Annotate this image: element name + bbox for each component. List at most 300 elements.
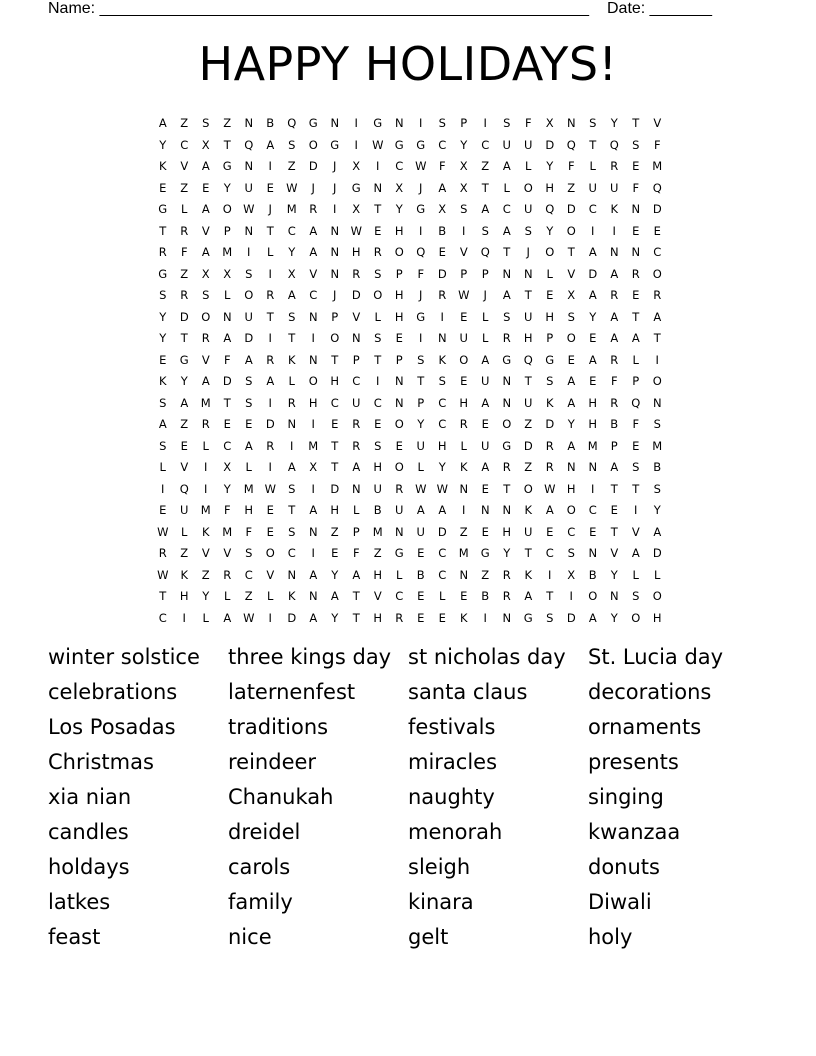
grid-letter: A: [352, 460, 361, 474]
grid-letter: I: [161, 481, 165, 496]
grid-letter: H: [566, 481, 576, 496]
grid-letter: E: [331, 417, 339, 431]
grid-letter: E: [632, 438, 640, 453]
grid-letter: L: [181, 202, 188, 216]
grid-letter: A: [201, 159, 210, 173]
grid-letter: S: [245, 395, 253, 410]
grid-letter: F: [245, 524, 253, 539]
grid-letter: J: [526, 245, 530, 259]
grid-letter: T: [524, 288, 532, 302]
grid-letter: Y: [589, 309, 597, 324]
grid-letter: A: [588, 245, 597, 259]
grid-letter: Y: [180, 374, 188, 388]
grid-letter: N: [373, 180, 383, 195]
grid-letter: K: [158, 374, 167, 388]
grid-letter: K: [524, 567, 533, 582]
grid-letter: L: [288, 374, 295, 388]
grid-letter: Y: [223, 180, 231, 195]
word-bank-item: traditions: [228, 715, 329, 739]
grid-letter: T: [653, 331, 661, 345]
grid-letter: O: [394, 245, 404, 259]
grid-letter: Y: [503, 546, 511, 560]
grid-letter: E: [632, 159, 640, 173]
grid-letter: E: [180, 438, 188, 453]
grid-letter: W: [544, 481, 556, 496]
grid-letter: O: [201, 309, 211, 324]
grid-letter: V: [631, 524, 640, 539]
grid-letter: T: [352, 589, 360, 603]
grid-letter: F: [352, 546, 360, 560]
grid-letter: T: [331, 460, 339, 474]
grid-letter: Z: [567, 180, 576, 195]
grid-letter: W: [415, 159, 427, 173]
grid-letter: C: [502, 202, 511, 216]
grid-letter: S: [524, 223, 532, 238]
grid-letter: T: [524, 374, 532, 388]
grid-letter: E: [481, 524, 489, 539]
grid-letter: A: [481, 352, 490, 367]
grid-letter: N: [459, 567, 469, 582]
grid-letter: C: [158, 610, 167, 625]
grid-letter: E: [438, 610, 446, 625]
grid-letter: S: [245, 546, 253, 560]
grid-letter: Y: [653, 503, 661, 517]
grid-letter: E: [610, 503, 618, 517]
grid-letter: Y: [546, 223, 554, 238]
grid-letter: L: [482, 331, 489, 345]
grid-letter: Y: [202, 589, 210, 603]
grid-letter: O: [566, 503, 576, 517]
grid-letter: I: [204, 481, 208, 496]
grid-letter: S: [632, 460, 640, 474]
grid-letter: R: [545, 460, 554, 474]
grid-letter: G: [158, 202, 168, 216]
grid-letter: A: [588, 352, 597, 367]
grid-letter: X: [201, 137, 210, 152]
grid-letter: T: [223, 395, 231, 410]
grid-letter: S: [288, 137, 296, 152]
grid-letter: N: [308, 352, 318, 367]
grid-letter: E: [632, 288, 640, 302]
grid-letter: I: [591, 223, 595, 238]
grid-letter: S: [653, 417, 661, 431]
grid-letter: N: [502, 610, 512, 625]
grid-letter: T: [546, 589, 554, 603]
word-search-grid: [152, 113, 668, 629]
grid-letter: L: [439, 589, 446, 603]
grid-letter: N: [609, 245, 619, 259]
grid-letter: P: [610, 438, 618, 453]
grid-letter: A: [610, 266, 619, 281]
grid-letter: B: [653, 460, 662, 474]
grid-letter: R: [309, 202, 318, 216]
grid-letter: I: [268, 159, 272, 173]
grid-letter: G: [351, 180, 361, 195]
word-bank-item: family: [228, 890, 293, 914]
grid-letter: H: [394, 309, 404, 324]
grid-letter: V: [201, 352, 210, 367]
grid-letter: E: [159, 180, 167, 195]
word-bank-item: reindeer: [228, 750, 317, 774]
word-bank-item: Chanukah: [228, 785, 334, 809]
grid-letter: A: [201, 202, 210, 216]
grid-letter: V: [201, 223, 210, 238]
grid-letter: C: [395, 589, 404, 603]
grid-letter: M: [200, 503, 211, 517]
grid-letter: N: [437, 331, 447, 345]
grid-letter: N: [588, 460, 598, 474]
header: [48, 0, 712, 18]
grid-letter: I: [354, 116, 358, 130]
grid-letter: A: [287, 288, 296, 302]
grid-letter: P: [481, 266, 489, 281]
grid-row: [152, 457, 668, 479]
grid-letter: D: [351, 288, 361, 302]
word-bank-item: singing: [588, 785, 664, 809]
grid-letter: A: [502, 159, 511, 173]
grid-letter: D: [566, 610, 576, 625]
grid-letter: S: [159, 288, 167, 302]
grid-letter: R: [610, 352, 619, 367]
grid-letter: A: [588, 610, 597, 625]
grid-letter: O: [502, 417, 512, 431]
grid-letter: E: [395, 438, 403, 453]
grid-letter: Z: [524, 460, 533, 474]
grid-letter: E: [417, 610, 425, 625]
grid-letter: N: [502, 395, 512, 410]
grid-letter: F: [180, 245, 188, 259]
grid-letter: N: [394, 524, 404, 539]
grid-letter: P: [223, 223, 231, 238]
name-blank[interactable]: _______________________________________________________: [95, 0, 589, 17]
grid-letter: S: [438, 374, 446, 388]
grid-letter: G: [480, 546, 490, 560]
grid-letter: C: [438, 137, 447, 152]
date-blank[interactable]: _______: [645, 0, 712, 17]
grid-letter: E: [417, 589, 425, 603]
grid-letter: R: [438, 288, 447, 302]
grid-letter: R: [502, 460, 511, 474]
grid-letter: X: [567, 288, 576, 302]
grid-letter: E: [159, 503, 167, 517]
grid-letter: W: [264, 481, 276, 496]
grid-letter: Z: [180, 546, 189, 560]
grid-letter: C: [588, 503, 597, 517]
grid-letter: A: [158, 417, 167, 431]
grid-row: [152, 414, 668, 436]
grid-letter: M: [587, 438, 598, 453]
grid-letter: V: [180, 460, 189, 474]
grid-letter: I: [591, 481, 595, 496]
grid-letter: A: [610, 309, 619, 324]
grid-letter: R: [223, 567, 232, 582]
grid-row: [152, 113, 668, 135]
grid-letter: M: [652, 438, 663, 453]
grid-letter: B: [266, 116, 275, 130]
grid-letter: N: [244, 116, 254, 130]
grid-letter: Y: [417, 417, 425, 431]
word-bank-item: donuts: [588, 855, 660, 879]
grid-letter: I: [419, 116, 423, 130]
grid-letter: Z: [180, 266, 189, 281]
grid-letter: T: [159, 589, 167, 603]
grid-letter: L: [525, 159, 532, 173]
grid-letter: S: [567, 309, 575, 324]
grid-letter: R: [631, 266, 640, 281]
grid-letter: K: [545, 395, 554, 410]
grid-letter: I: [290, 438, 294, 453]
grid-letter: E: [331, 546, 339, 560]
grid-letter: I: [268, 460, 272, 474]
grid-row: [152, 285, 668, 307]
grid-letter: U: [244, 180, 253, 195]
grid-letter: T: [503, 245, 511, 259]
grid-row: [152, 156, 668, 178]
grid-letter: J: [268, 202, 272, 216]
grid-letter: G: [502, 352, 512, 367]
grid-letter: T: [223, 137, 231, 152]
word-bank-item: kwanzaa: [588, 820, 681, 844]
grid-letter: R: [158, 546, 167, 560]
grid-letter: F: [438, 159, 446, 173]
grid-letter: L: [374, 309, 381, 324]
word-bank-item: Los Posadas: [48, 715, 176, 739]
grid-letter: U: [610, 180, 619, 195]
grid-letter: L: [181, 524, 188, 539]
grid-letter: C: [309, 288, 318, 302]
grid-letter: A: [631, 546, 640, 560]
grid-letter: R: [180, 288, 189, 302]
grid-letter: Q: [631, 395, 641, 410]
grid-letter: E: [395, 331, 403, 345]
grid-letter: X: [352, 159, 361, 173]
grid-letter: N: [394, 395, 404, 410]
grid-letter: N: [308, 309, 318, 324]
grid-letter: J: [311, 180, 315, 195]
grid-letter: M: [286, 202, 297, 216]
grid-letter: A: [502, 223, 511, 238]
grid-letter: S: [202, 116, 210, 130]
grid-letter: N: [631, 245, 641, 259]
grid-letter: T: [632, 309, 640, 324]
grid-letter: A: [610, 460, 619, 474]
grid-letter: C: [287, 223, 296, 238]
grid-letter: Z: [481, 159, 490, 173]
grid-letter: O: [330, 331, 340, 345]
grid-letter: S: [653, 481, 661, 496]
grid-row: [152, 307, 668, 329]
grid-letter: A: [567, 438, 576, 453]
grid-letter: J: [333, 159, 337, 173]
grid-letter: N: [330, 266, 340, 281]
word-bank-item: naughty: [408, 785, 495, 809]
grid-letter: J: [419, 288, 423, 302]
grid-letter: F: [417, 266, 425, 281]
grid-letter: I: [333, 202, 337, 216]
grid-letter: R: [395, 610, 404, 625]
grid-letter: T: [352, 610, 360, 625]
grid-letter: N: [566, 460, 576, 474]
grid-letter: L: [482, 309, 489, 324]
grid-letter: H: [394, 223, 404, 238]
grid-letter: S: [288, 524, 296, 539]
grid-letter: I: [440, 309, 444, 324]
grid-letter: C: [287, 546, 296, 560]
grid-letter: A: [266, 374, 275, 388]
grid-letter: C: [545, 546, 554, 560]
grid-letter: V: [352, 309, 361, 324]
grid-letter: E: [653, 223, 661, 238]
grid-letter: W: [157, 524, 169, 539]
grid-letter: N: [588, 546, 598, 560]
grid-letter: Q: [545, 202, 555, 216]
grid-letter: X: [395, 180, 404, 195]
grid-letter: A: [438, 180, 447, 195]
word-bank-item: miracles: [408, 750, 498, 774]
grid-letter: I: [354, 137, 358, 152]
grid-letter: U: [244, 309, 253, 324]
grid-letter: L: [654, 567, 661, 582]
grid-letter: M: [652, 159, 663, 173]
grid-letter: N: [502, 374, 512, 388]
grid-letter: I: [634, 503, 638, 517]
grid-letter: I: [204, 460, 208, 474]
grid-letter: I: [247, 245, 251, 259]
grid-letter: O: [265, 546, 275, 560]
grid-letter: S: [567, 546, 575, 560]
grid-letter: C: [373, 395, 382, 410]
grid-letter: H: [308, 395, 318, 410]
grid-letter: H: [373, 610, 383, 625]
grid-letter: P: [417, 395, 425, 410]
grid-letter: O: [373, 288, 383, 302]
grid-letter: A: [330, 589, 339, 603]
grid-letter: E: [266, 503, 274, 517]
grid-letter: Y: [159, 309, 167, 324]
grid-letter: E: [266, 524, 274, 539]
grid-letter: V: [309, 266, 318, 281]
grid-letter: Z: [180, 116, 189, 130]
grid-letter: O: [523, 481, 533, 496]
grid-letter: E: [589, 524, 597, 539]
grid-letter: F: [653, 137, 661, 152]
grid-letter: M: [222, 524, 233, 539]
grid-letter: H: [437, 438, 447, 453]
grid-letter: L: [460, 438, 467, 453]
grid-letter: Z: [180, 180, 189, 195]
word-bank-item: winter solstice: [48, 645, 200, 669]
grid-letter: C: [567, 524, 576, 539]
grid-row: [152, 586, 668, 608]
grid-letter: A: [223, 610, 232, 625]
grid-letter: I: [376, 159, 380, 173]
grid-letter: N: [652, 395, 662, 410]
grid-letter: T: [266, 223, 274, 238]
grid-letter: L: [224, 288, 231, 302]
grid-letter: H: [523, 331, 533, 345]
grid-letter: A: [158, 116, 167, 130]
word-bank: [48, 642, 788, 957]
grid-letter: E: [460, 589, 468, 603]
grid-letter: H: [330, 374, 340, 388]
grid-letter: X: [567, 567, 576, 582]
grid-letter: N: [244, 159, 254, 173]
grid-letter: D: [545, 417, 555, 431]
grid-letter: V: [201, 546, 210, 560]
grid-letter: A: [309, 503, 318, 517]
grid-letter: A: [309, 610, 318, 625]
grid-letter: X: [223, 266, 232, 281]
grid-letter: O: [244, 288, 254, 302]
grid-letter: W: [436, 481, 448, 496]
grid-letter: O: [308, 137, 318, 152]
grid-letter: D: [308, 159, 318, 173]
grid-letter: A: [287, 460, 296, 474]
grid-letter: C: [223, 438, 232, 453]
grid-letter: V: [610, 546, 619, 560]
grid-letter: A: [438, 503, 447, 517]
grid-letter: D: [265, 417, 275, 431]
grid-letter: D: [437, 524, 447, 539]
grid-letter: I: [462, 503, 466, 517]
grid-letter: N: [502, 266, 512, 281]
grid-letter: S: [288, 309, 296, 324]
grid-row: [152, 500, 668, 522]
grid-letter: N: [330, 245, 340, 259]
grid-letter: I: [268, 266, 272, 281]
grid-letter: R: [459, 417, 468, 431]
grid-letter: F: [632, 180, 640, 195]
grid-letter: G: [330, 137, 340, 152]
grid-letter: F: [223, 503, 231, 517]
grid-letter: L: [202, 438, 209, 453]
grid-letter: G: [416, 137, 426, 152]
grid-letter: K: [459, 460, 468, 474]
grid-letter: T: [567, 245, 575, 259]
grid-letter: Y: [159, 137, 167, 152]
grid-letter: A: [309, 223, 318, 238]
grid-letter: R: [266, 288, 275, 302]
word-bank-item: St. Lucia day: [588, 645, 724, 669]
word-bank-item: gelt: [408, 925, 449, 949]
grid-letter: T: [417, 374, 425, 388]
grid-letter: O: [566, 331, 576, 345]
grid-row: [152, 565, 668, 587]
grid-letter: U: [352, 395, 361, 410]
grid-letter: I: [462, 223, 466, 238]
word-bank-item: sleigh: [408, 855, 471, 879]
grid-letter: E: [374, 417, 382, 431]
grid-letter: W: [372, 137, 384, 152]
grid-letter: L: [589, 159, 596, 173]
grid-letter: X: [438, 202, 447, 216]
grid-letter: X: [223, 460, 232, 474]
grid-letter: S: [374, 266, 382, 281]
grid-letter: I: [419, 223, 423, 238]
grid-letter: V: [266, 567, 275, 582]
grid-letter: Q: [652, 180, 662, 195]
grid-letter: S: [202, 288, 210, 302]
grid-letter: G: [373, 116, 383, 130]
grid-letter: S: [245, 266, 253, 281]
grid-letter: U: [524, 524, 533, 539]
grid-row: [152, 479, 668, 501]
word-bank-item: three kings day: [228, 645, 392, 669]
word-bank-item: dreidel: [228, 820, 301, 844]
grid-letter: Z: [244, 589, 253, 603]
grid-letter: S: [632, 137, 640, 152]
grid-letter: O: [631, 610, 641, 625]
